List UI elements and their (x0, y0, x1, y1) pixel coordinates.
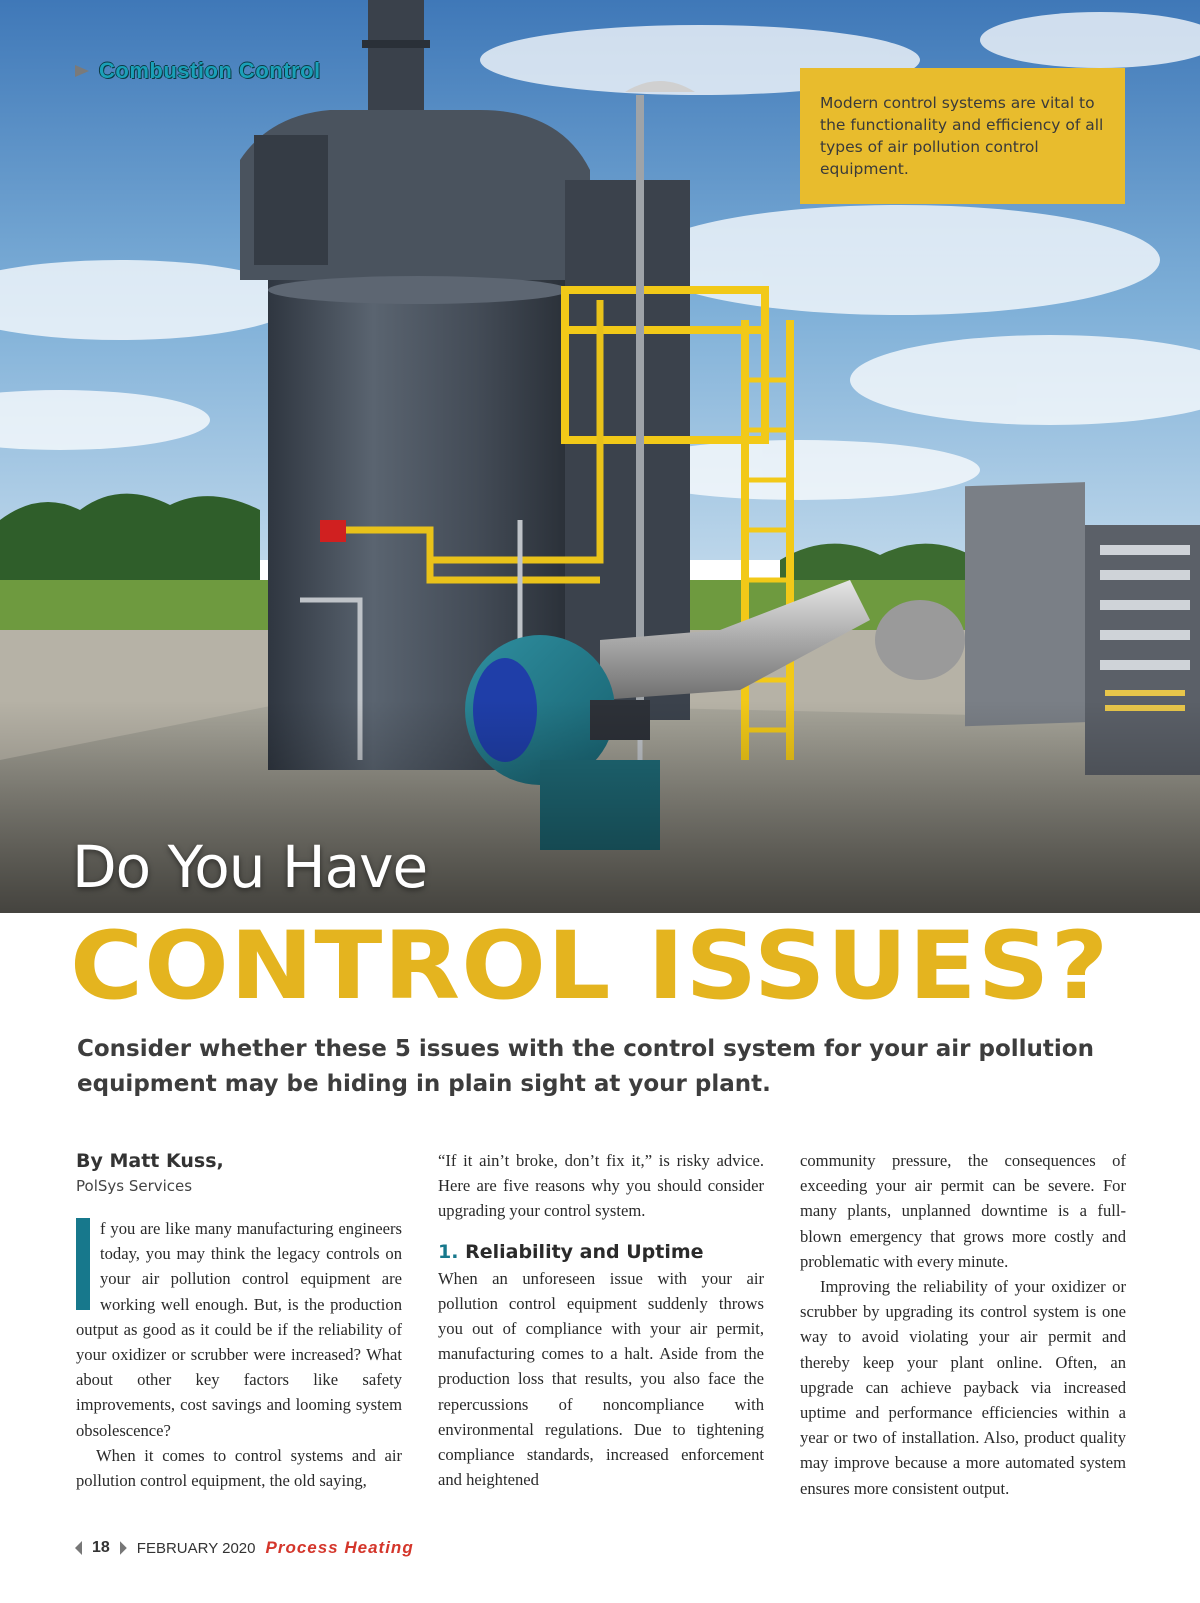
arrow-icon (75, 65, 89, 77)
article-column-3 (800, 1148, 1126, 1501)
author-byline: By Matt Kuss, (76, 1150, 224, 1172)
bracket-left-icon (75, 1541, 82, 1555)
issue-date: FEBRUARY 2020 (136, 1539, 256, 1557)
subhead-reliability (438, 1238, 764, 1266)
subhead-number: 1. (438, 1240, 459, 1263)
article-deck: Consider whether these 5 issues with the control system for your air pollution equipment may be hiding in plain sight at your plant. (77, 1036, 1094, 1097)
article-column-2 (438, 1148, 764, 1492)
subhead-title: Reliability and Uptime (465, 1240, 704, 1263)
author-company: PolSys Services (76, 1177, 193, 1195)
page-footer (75, 1538, 414, 1558)
drop-cap-i (76, 1218, 90, 1310)
body-paragraph: Improving the reliability of your oxidizer or scrubber by upgrading its control system is one way to avoid violating your air permit and thereby keep your plant online. Often, an upgrade can achieve payback via increased uptime and performance efficiencies within a year or two of installation. Also, product quality may improve because a more automated system ensures more consistent output. (800, 1277, 1126, 1498)
body-paragraph: When an unforeseen issue with your air pollution control equipment suddenly throws you out of compliance with your air permit, manufacturing comes to a halt. Aside from the production loss that results, you also face the repercussions of noncompliance with environmental regulations. Due to tightening compliance standards, increased enforcement and heightened (438, 1268, 764, 1490)
body-paragraph: community pressure, the consequences of exceeding your air permit can be severe. For many plants, unplanned downtime is a full-blown emergency that grows more costly and problematic with every minute. (800, 1151, 1126, 1271)
body-paragraph (76, 1216, 402, 1443)
headline-line-1: Do You Have (72, 833, 428, 901)
section-label: Combustion Control (99, 58, 321, 83)
magazine-name: Process Heating (265, 1538, 414, 1557)
headline-line-2: CONTROL ISSUES? (70, 912, 1110, 1021)
body-paragraph: When it comes to control systems and air pollution control equipment, the old saying, (76, 1445, 402, 1491)
section-tag (75, 58, 321, 84)
photo-caption-callout: Modern control systems are vital to the functionality and efficiency of all types of air pollution control equipment. (800, 68, 1125, 204)
article-column-1 (76, 1148, 402, 1493)
page-number: 18 (92, 1539, 110, 1556)
body-paragraph: “If it ain’t broke, don’t fix it,” is risky advice. Here are five reasons why you should consider upgrading your control system. (438, 1151, 764, 1221)
bracket-right-icon (120, 1541, 127, 1555)
body-text: f you are like many manufacturing engineers today, you may think the legacy controls on your air pollution control equipment are working well enough. But, is the production output as good as it could be if the reliability of your oxidizer or scrubber were increased? What about other key factors like safety improvements, cost savings and looming system obsolescence? (76, 1219, 402, 1440)
